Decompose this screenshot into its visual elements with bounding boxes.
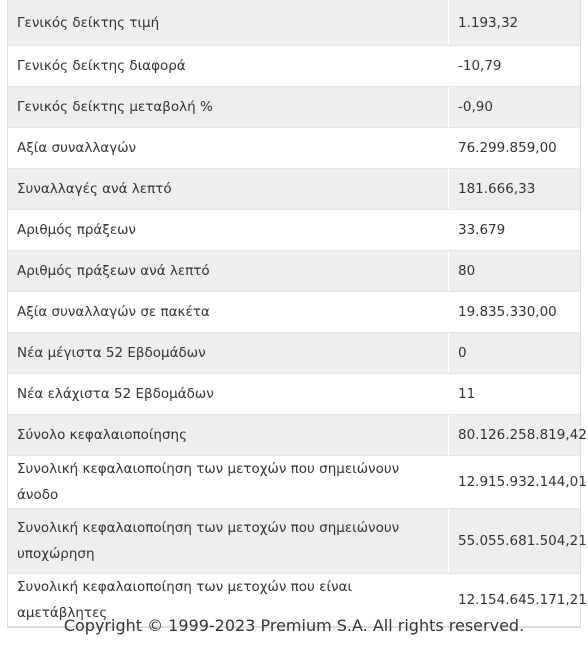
copyright-notice: Copyright © 1999-2023 Premium S.A. All rights reserved. [63,616,525,635]
table-row [8,374,580,415]
stat-value: 1.193,32 [449,0,581,46]
stat-label: Συνολική κεφαλαιοποίηση των μετοχών που σημειώνουν άνοδο [8,456,449,509]
stat-value: 55.055.681.504,21 [449,509,581,574]
table-row [8,210,580,251]
stat-label: Γενικός δείκτης μεταβολή % [8,87,449,128]
stat-label: Σύνολο κεφαλαιοποίησης [8,415,449,456]
stat-label: Νέα μέγιστα 52 Εβδομάδων [8,333,449,374]
stat-value: 33.679 [449,210,581,251]
table-row [8,87,580,128]
market-stats-table [8,0,587,627]
stat-label: Αξία συναλλαγών σε πακέτα [8,292,449,333]
table-row [8,456,580,509]
stat-value: 80 [449,251,581,292]
stat-value: 181.666,33 [449,169,581,210]
stat-value: 76.299.859,00 [449,128,581,169]
stat-value: 0 [449,333,581,374]
stat-value: -0,90 [449,87,581,128]
stat-label: Γενικός δείκτης διαφορά [8,46,449,87]
market-stats-table-container [7,0,587,628]
stat-label: Συνολική κεφαλαιοποίηση των μετοχών που είναι αμετάβλητες [8,574,449,627]
table-row [8,169,580,210]
table-row [8,509,580,574]
table-row [8,415,580,456]
table-row [8,333,580,374]
stat-label: Αξία συναλλαγών [8,128,449,169]
table-row [8,128,580,169]
stat-value: -10,79 [449,46,581,87]
stat-label: Αριθμός πράξεων [8,210,449,251]
table-row [8,46,580,87]
stat-label: Συνολική κεφαλαιοποίηση των μετοχών που σημειώνουν υποχώρηση [8,509,449,574]
table-row [8,292,580,333]
stat-label: Αριθμός πράξεων ανά λεπτό [8,251,449,292]
table-row [8,251,580,292]
stat-label: Γενικός δείκτης τιμή [8,0,449,46]
stat-value: 11 [449,374,581,415]
stat-value: 12.154.645.171,21 [449,574,581,627]
stat-value: 12.915.932.144,01 [449,456,581,509]
stat-label: Νέα ελάχιστα 52 Εβδομάδων [8,374,449,415]
stat-value: 19.835.330,00 [449,292,581,333]
stat-label: Συναλλαγές ανά λεπτό [8,169,449,210]
table-row [8,0,580,46]
stat-value: 80.126.258.819,42 [449,415,581,456]
